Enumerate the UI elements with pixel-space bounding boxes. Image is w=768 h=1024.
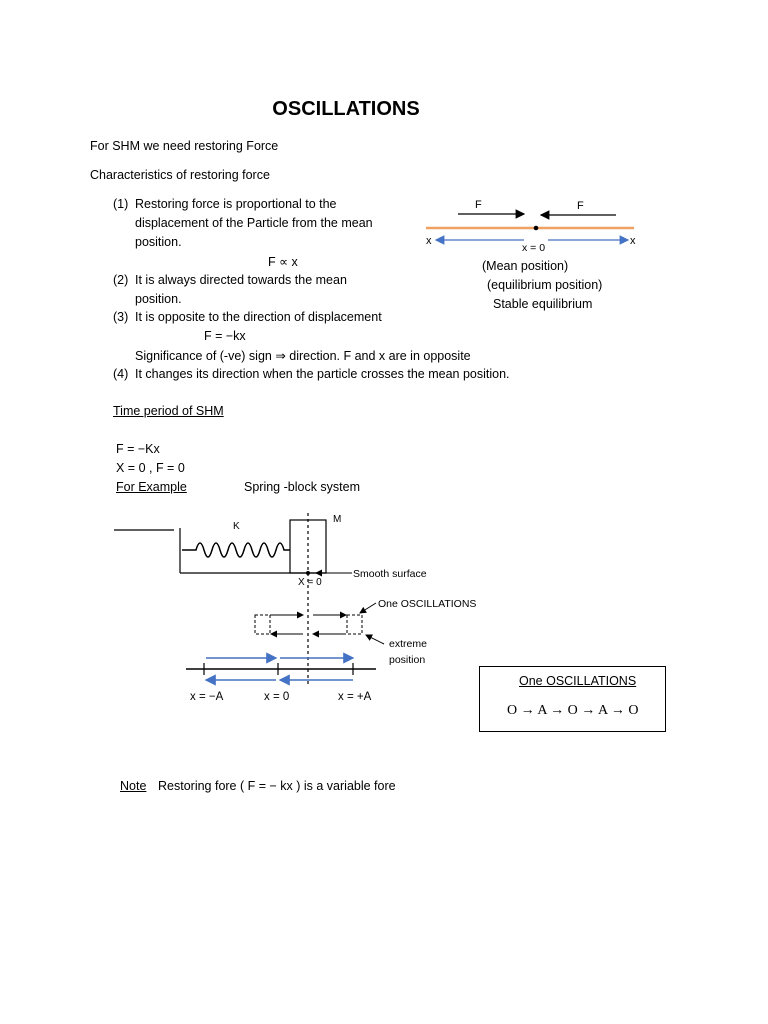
caption-stable-equilibrium: Stable equilibrium [493,297,593,311]
force-label-right: F [577,200,584,212]
item-1-line-3: position. [135,235,182,249]
item-2-line-2: position. [135,292,182,306]
for-example-label: For Example [116,480,187,494]
item-3-number: (3) [113,310,129,324]
x-label-left: x [426,235,432,247]
page-title: OSCILLATIONS [272,98,420,120]
one-oscillation-box [479,666,666,732]
note-label: Note [120,779,147,793]
mean-position-diagram [420,194,650,254]
item-4-number: (4) [113,367,129,381]
one-osc-pointer [360,603,376,613]
note-text: Restoring fore ( F = − kx ) is a variable fore [158,779,396,793]
proportional-formula: F ∝ x [268,255,298,269]
extreme-label-2: position [389,654,426,666]
x0-label: X = 0 [298,577,322,588]
equation-2: X = 0 , F = 0 [116,461,185,475]
spring-block-diagram [110,505,480,705]
mean-point [534,226,539,231]
item-1-number: (1) [113,197,129,211]
caption-equilibrium-position: (equilibrium position) [487,278,603,292]
item-2-line-1: It is always directed towards the mean [135,273,347,287]
one-osc-label: One OSCILLATIONS [378,598,477,610]
origin-label: x = 0 [522,242,546,254]
axis-label-zero: x = 0 [264,691,290,703]
axis-label-plus-a: x = +A [338,691,372,703]
m-label: M [333,514,342,525]
item-1-line-2: displacement of the Particle from the mean [135,216,373,230]
extreme-box-left [255,615,270,634]
smooth-surface-label: Smooth surface [353,568,427,580]
time-period-heading: Time period of SHM [113,404,224,418]
item-4-line-1: It changes its direction when the particle crosses the mean position. [135,367,510,381]
caption-mean-position: (Mean position) [482,259,569,273]
x-label-right: x [630,235,636,247]
intro-line: For SHM we need restoring Force [90,139,279,153]
characteristics-heading: Characteristics of restoring force [90,168,270,182]
axis-label-minus-a: x = −A [190,691,224,703]
box-sequence: O → A → O → A → O [507,703,639,718]
item-2-number: (2) [113,273,129,287]
k-label: K [233,521,240,532]
equation-1: F = −Kx [116,442,160,456]
box-heading: One OSCILLATIONS [519,674,637,688]
origin-dot [306,571,310,575]
example-name: Spring -block system [244,480,361,494]
extreme-label-1: extreme [389,638,427,650]
force-label-left: F [475,199,482,211]
significance-line: Significance of (-ve) sign ⇒ direction. F and x are in opposite [135,349,471,363]
item-3-line-1: It is opposite to the direction of displacement [135,310,382,324]
item-1-line-1: Restoring force is proportional to the [135,197,337,211]
spring-icon [182,543,290,557]
extreme-box-right [347,615,362,634]
force-formula: F = −kx [204,329,246,343]
extreme-pointer [366,635,384,644]
